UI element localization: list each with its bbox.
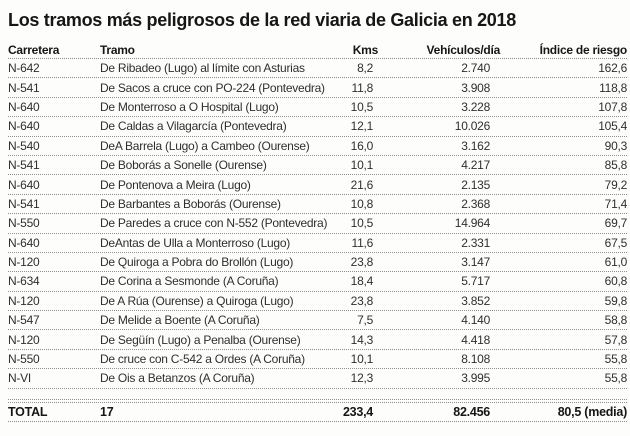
- table-row: [8, 195, 627, 214]
- total-vehiculos-dia: 82.456: [453, 404, 490, 419]
- cell-tramo: DeA Barrela (Lugo) a Cambeo (Ourense): [100, 138, 310, 153]
- cell-tramo: De A Rúa (Ourense) a Quiroga (Lugo): [100, 293, 294, 308]
- cell-carretera: N-540: [8, 138, 40, 153]
- header-tramo: Tramo: [100, 43, 135, 57]
- cell-tramo: De Corina a Sesmonde (A Coruña): [100, 274, 279, 289]
- cell-carretera: N-120: [8, 255, 40, 270]
- cell-vehiculos-dia: 10.026: [454, 119, 490, 134]
- cell-indice-riesgo: 118,8: [599, 80, 627, 95]
- table-row: [8, 156, 627, 175]
- cell-carretera: N-541: [8, 80, 40, 95]
- cell-tramo: DeAntas de Ulla a Monterroso (Lugo): [100, 235, 291, 250]
- cell-kms: 10,5: [350, 216, 373, 231]
- cell-tramo: De Melide a Boente (A Coruña): [100, 313, 260, 328]
- cell-vehiculos-dia: 4.418: [461, 332, 490, 347]
- table-row: [8, 117, 627, 136]
- cell-carretera: N-541: [8, 196, 40, 211]
- cell-indice-riesgo: 107,8: [598, 99, 627, 114]
- total-kms: 233,4: [342, 404, 373, 419]
- table-row: [8, 330, 627, 349]
- cell-vehiculos-dia: 2.331: [461, 235, 490, 250]
- cell-kms: 23,8: [350, 255, 373, 270]
- cell-indice-riesgo: 59,8: [604, 293, 627, 308]
- cell-indice-riesgo: 60,8: [604, 274, 627, 289]
- cell-tramo: De Monterroso a O Hospital (Lugo): [100, 99, 279, 114]
- cell-indice-riesgo: 55,8: [604, 371, 627, 386]
- cell-tramo: De Caldas a Vilagarcía (Pontevedra): [100, 119, 287, 134]
- cell-indice-riesgo: 61,0: [604, 255, 627, 270]
- cell-tramo: De cruce con C-542 a Ordes (A Coruña): [100, 352, 305, 367]
- cell-kms: 10,8: [350, 196, 373, 211]
- cell-indice-riesgo: 105,4: [598, 119, 627, 134]
- cell-tramo: De Pontenova a Meira (Lugo): [100, 177, 251, 192]
- total-count: 17: [100, 404, 114, 419]
- cell-indice-riesgo: 71,4: [604, 196, 627, 211]
- cell-tramo: De Barbantes a Boborás (Ourense): [100, 196, 281, 211]
- cell-kms: 21,6: [350, 177, 373, 192]
- cell-carretera: N-640: [8, 177, 40, 192]
- cell-carretera: N-550: [8, 352, 40, 367]
- cell-tramo: De Sacos a cruce con PO-224 (Pontevedra): [100, 80, 325, 95]
- cell-indice-riesgo: 57,8: [604, 332, 627, 347]
- cell-kms: 10,1: [350, 352, 373, 367]
- cell-kms: 8,2: [357, 61, 373, 76]
- cell-vehiculos-dia: 3.995: [461, 371, 490, 386]
- cell-tramo: De Ois a Betanzos (A Coruña): [100, 371, 255, 386]
- cell-vehiculos-dia: 2.740: [461, 61, 490, 76]
- cell-indice-riesgo: 69,7: [604, 216, 627, 231]
- cell-carretera: N-541: [8, 158, 40, 173]
- total-separator-gap: [8, 389, 627, 399]
- cell-vehiculos-dia: 4.217: [461, 158, 490, 173]
- cell-indice-riesgo: 55,8: [604, 352, 627, 367]
- cell-carretera: N-640: [8, 99, 40, 114]
- cell-vehiculos-dia: 4.140: [461, 313, 490, 328]
- cell-kms: 16,0: [350, 138, 373, 153]
- header-kms: Kms: [352, 43, 378, 57]
- table-row: [8, 272, 627, 291]
- total-label: TOTAL: [8, 404, 48, 419]
- cell-carretera: N-120: [8, 332, 40, 347]
- table-row: [8, 311, 627, 330]
- table-row: [8, 350, 627, 369]
- cell-carretera: N-547: [8, 313, 40, 328]
- cell-vehiculos-dia: 14.964: [454, 216, 490, 231]
- cell-vehiculos-dia: 2.135: [461, 177, 490, 192]
- cell-vehiculos-dia: 3.908: [461, 80, 490, 95]
- cell-carretera: N-120: [8, 293, 40, 308]
- cell-kms: 23,8: [350, 293, 373, 308]
- cell-carretera: N-640: [8, 235, 40, 250]
- cell-indice-riesgo: 85,8: [604, 158, 627, 173]
- cell-tramo: De Paredes a cruce con N-552 (Pontevedra): [100, 216, 328, 231]
- page-title: Los tramos más peligrosos de la red viaria de Galicia en 2018: [8, 10, 516, 30]
- cell-kms: 14,3: [350, 332, 373, 347]
- cell-carretera: N-634: [8, 274, 40, 289]
- table-header-row: [8, 42, 627, 59]
- table-row: [8, 175, 627, 194]
- table-row: [8, 369, 627, 388]
- table-row: [8, 214, 627, 233]
- table-row: [8, 137, 627, 156]
- cell-tramo: De Quiroga a Pobra do Brollón (Lugo): [100, 255, 294, 270]
- header-vehiculos-dia: Vehículos/día: [426, 43, 500, 57]
- cell-kms: 12,1: [350, 119, 373, 134]
- cell-vehiculos-dia: 8.108: [461, 352, 490, 367]
- cell-indice-riesgo: 58,8: [604, 313, 627, 328]
- cell-vehiculos-dia: 5.717: [461, 274, 490, 289]
- cell-vehiculos-dia: 3.852: [461, 293, 490, 308]
- table-row: [8, 292, 627, 311]
- total-indice-riesgo: 80,5 (media): [557, 404, 627, 419]
- cell-kms: 10,1: [350, 158, 373, 173]
- cell-kms: 11,8: [351, 80, 373, 95]
- header-indice-riesgo: Índice de riesgo: [539, 43, 627, 57]
- cell-tramo: De Següín (Lugo) a Penalba (Ourense): [100, 332, 301, 347]
- cell-vehiculos-dia: 3.147: [461, 255, 490, 270]
- cell-carretera: N-VI: [8, 371, 31, 386]
- table-row: [8, 59, 627, 78]
- cell-kms: 10,5: [350, 99, 373, 114]
- cell-indice-riesgo: 67,5: [604, 235, 627, 250]
- cell-indice-riesgo: 162,6: [598, 61, 627, 76]
- table-row: [8, 78, 627, 97]
- danger-roads-table: [8, 42, 627, 422]
- cell-carretera: N-550: [8, 216, 40, 231]
- table-row: [8, 234, 627, 253]
- cell-carretera: N-640: [8, 119, 40, 134]
- table-total-row: [8, 403, 627, 422]
- cell-carretera: N-642: [8, 61, 40, 76]
- table-row: [8, 98, 627, 117]
- cell-indice-riesgo: 79,2: [604, 177, 627, 192]
- cell-vehiculos-dia: 3.162: [461, 138, 490, 153]
- table-row: [8, 253, 627, 272]
- cell-vehiculos-dia: 2.368: [461, 196, 490, 211]
- cell-kms: 18,4: [350, 274, 373, 289]
- table-body: [8, 59, 627, 389]
- cell-vehiculos-dia: 3.228: [461, 99, 490, 114]
- header-carretera: Carretera: [8, 43, 60, 57]
- cell-kms: 7,5: [357, 313, 373, 328]
- cell-indice-riesgo: 90,3: [604, 138, 627, 153]
- cell-tramo: De Ribadeo (Lugo) al límite con Asturias: [100, 61, 305, 76]
- cell-kms: 12,3: [350, 371, 373, 386]
- cell-kms: 11,6: [351, 235, 373, 250]
- cell-tramo: De Boborás a Sonelle (Ourense): [100, 158, 267, 173]
